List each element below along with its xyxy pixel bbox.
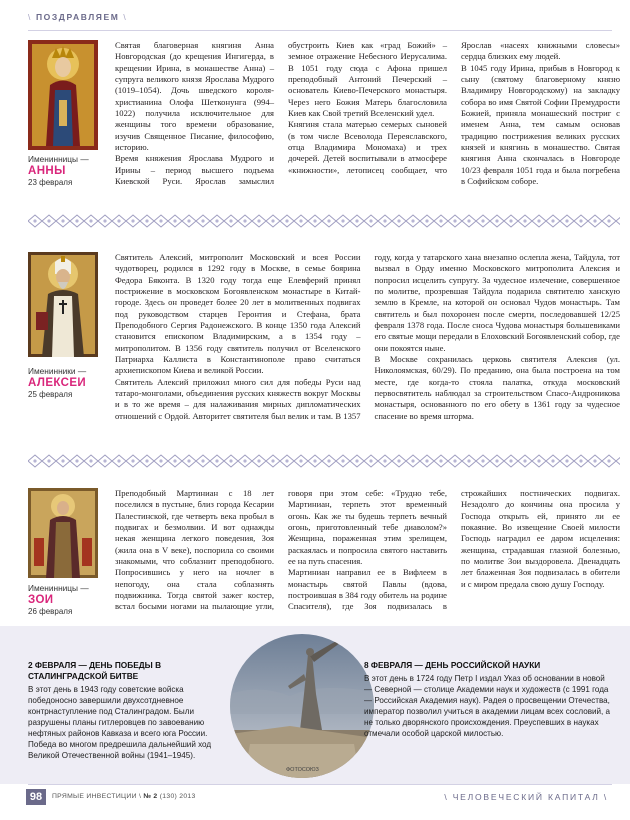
article-paragraph: Княгиня стала матерью семерых сыновей (в том числе Всеволода Переяславского, отца Владимира Мономаха) и трех дочерей. Детей воспитывали в атмосфере «книжности», летописец сообщает, что Ярослав «насеях книжными словесы» сердца близких ему людей. bbox=[288, 40, 620, 175]
stalingrad-text: В этот день в 1943 году советские войска победоносно завершили двухсотдневное контрнаступление под Сталинградом. Были разрушены планы гитлеровцев по завоеванию нефтяных районов Кавказа и всего юга России. Победа во многом предрешила дальнейший ход Великой Отечественной войны (1941–1945). bbox=[28, 685, 212, 761]
issue-number: № 2 bbox=[143, 793, 158, 800]
nameday-label: Именинницы — bbox=[28, 583, 89, 593]
nameday-date: 23 февраля bbox=[28, 178, 73, 187]
aleksei-sidebar bbox=[28, 366, 86, 399]
anna-article bbox=[115, 40, 620, 208]
zoya-icon-image bbox=[28, 488, 98, 578]
header-divider bbox=[28, 30, 612, 31]
issue-year: (130) 2013 bbox=[159, 793, 196, 800]
anna-icon-image bbox=[28, 40, 98, 150]
rubric-title: ПОЗДРАВЛЯЕМ bbox=[35, 12, 120, 22]
article-paragraph: Время княжения Ярослава Мудрого и Ирины – период высшего подъема Киевской Руси. Ярослав замыслил обустроить Киев как «град Божий» – земное отражение Небесного Иерусалима. В 1051 году сюда с Афона пришел преподобный Антоний Печерский – основатель Киево-Печерского монастыря. Через него Божия Матерь благословила Киев как Свой третий Вселенский удел. bbox=[115, 40, 447, 187]
article-paragraph: В 1045 году Ирина, прибыв в Новгород к сыну (святому благоверному князю Владимиру Новгородскому) на закладку собора во имя Святой Софии Премудрости Божией, приняла монашеский постриг с именем Анна, тем самым основав традицию пострижения великих русских князей и княгинь в монашество. Святая княгиня Анна скончалась в Новгороде 10/23 февраля 1051 года и была погребена в Софийском соборе. bbox=[461, 62, 620, 187]
nameday-name: АЛЕКСЕИ bbox=[28, 377, 87, 389]
magazine-name: ПРЯМЫЕ ИНВЕСТИЦИИ bbox=[52, 793, 137, 800]
article-paragraph: Преподобный Мартиниан с 18 лет поселился в пустыне, близ города Кесарии Палестинской, где четверть века пробыл в подвигах и безмолвии. И вот однажды некая женщина легкого поведения, Зоя (жила она в V веке), поспорила со своими знакомыми, что соблазнит преподобного. Попросившись у него на ночлег в непогоду, она стала соблазнять подвижника. Тогда святой зажег костер, встал босыми ногами на пылающие угли, говоря при этом себе: «Трудно тебе, Мартиниан, терпеть этот временный огонь. Как же ты будешь терпеть вечный огонь, приготовленный тебе диаволом?» Женщина, пораженная этим зрелищем, раскаялась и попросила святого наставить ее на путь спасения. bbox=[115, 488, 447, 612]
stalingrad-block bbox=[28, 660, 228, 761]
science-day-text: В этот день в 1724 году Петр I издал Указ об основании в новой — Северной — столице Академии наук и художеств (с 1991 года — Российская Академия наук). Радея о просвещении Отечества, император позволил учиться в академии лицам всех сословий, а не только дворянского происхождения. Преуспевших в науках отмечали особой царской милостью. bbox=[364, 674, 611, 739]
article-paragraph: В Москве сохранилась церковь святителя Алексия (ул. Николоямская, 60/29). По преданию, она была построена на том месте, где когда-то стояла палатка, откуда московский первосвятитель наблюдал за строительством Спасо-Андрониковa монастыря, основанного по его обету в 1361 году за чудесное спасение во время шторма. bbox=[374, 354, 620, 421]
nameday-name: АННЫ bbox=[28, 165, 66, 177]
footer-rubric-title: ЧЕЛОВЕЧЕСКИЙ КАПИТАЛ bbox=[452, 792, 600, 802]
stalingrad-title: 2 ФЕВРАЛЯ — ДЕНЬ ПОБЕДЫ В СТАЛИНГРАДСКОЙ БИТВЕ bbox=[28, 660, 162, 681]
aleksei-icon-image bbox=[28, 252, 98, 357]
photo-credit: ФОТОСОЮЗ bbox=[286, 767, 319, 773]
nameday-date: 25 февраля bbox=[28, 390, 73, 399]
nameday-date: 26 февраля bbox=[28, 607, 73, 616]
footer-rubric: \ ЧЕЛОВЕЧЕСКИЙ КАПИТАЛ \ bbox=[444, 792, 608, 802]
section-aleksei bbox=[28, 252, 620, 452]
ornamental-divider bbox=[28, 454, 620, 468]
nameday-label: Именинники — bbox=[28, 366, 87, 376]
rubric-header: \ ПОЗДРАВЛЯЕМ \ bbox=[28, 12, 128, 22]
aleksei-article bbox=[115, 252, 620, 446]
zoya-sidebar bbox=[28, 583, 89, 616]
article-paragraph: Мартиниан направил ее в Вифлеем в монастырь святой Павлы (вдова, построившая в 384 году обитель на родине Спасителя), где Зоя подвизалась в строжайших постнических подвигах. Незадолго до кончины она просила у Господа открыть ей, принято ли ее покаяние. Во извещение Своей милости Господь наградил ее даром исцеления: женщина, страдавшая глазной болезнью, по молитве Зои выздоровела. Двенадцать лет блаженная Зоя подвизалась в обители и с миром предала свою душу Господу. bbox=[288, 488, 620, 612]
nameday-name: ЗОИ bbox=[28, 594, 54, 606]
science-day-block bbox=[364, 660, 614, 739]
ornamental-divider bbox=[28, 214, 620, 228]
article-paragraph: Святитель Алексий, митрополит Московский и всея России чудотворец, родился в 1292 году в Москве, в семье боярина Федора Бяконта. В 1320 году тогда еще Елевферий принял пострижение в московском Богоявленском монастыре в Китай-городе. Здесь он проведет более 20 лет в молитвенных подвигах под руководством старцев Геронтия и Стефана, брата Преподобного Сергия Радонежского. В конце 1350 года Алексий становится епископом Владимирским, а в 1354 году – митрополитом. В 1356 году святитель получил от Вселенского Патриарха Каллиста в Константинополе право считаться архиепископом Киева и великой России. bbox=[115, 252, 361, 376]
science-day-title: 8 ФЕВРАЛЯ — ДЕНЬ РОССИЙСКОЙ НАУКИ bbox=[364, 660, 541, 670]
page-number: 98 bbox=[26, 789, 46, 805]
magazine-info: ПРЯМЫЕ ИНВЕСТИЦИИ \ № 2 (130) 2013 bbox=[52, 793, 196, 800]
motherland-statue-photo bbox=[230, 634, 374, 778]
section-anna bbox=[28, 40, 620, 212]
anna-sidebar bbox=[28, 154, 89, 187]
article-paragraph: Святитель Алексий приложил много сил для победы Руси над татаро-монголами, объединения русских княжеств вокруг Москвы и в то же время – для налаживания мирных дипломатических отношений с Ордой. Авторитет святителя был велик и там. В 1357 году, когда у татарского хана внезапно ослепла жена, Тайдула, тот вызвал в Орду именно Московского митрополита Алексия и попросил исцелить супругу. За чудесное излечение, совершенное по молитве, прозревшая Тайдула подарила святителю ханскую землю в Кремле, на которой он основал Чудов монастырь. Там святитель и был похоронен после смерти, последовавшей 12/25 февраля 1378 года. После сноса Чудова монастыря большевиками его святые мощи передали в Елоховский Богоявленский собор, где они покоятся ныне. bbox=[115, 252, 620, 421]
nameday-label: Именинницы — bbox=[28, 154, 89, 164]
footer-divider bbox=[28, 784, 612, 785]
zoya-article bbox=[115, 488, 620, 614]
article-paragraph: Святая благоверная княгиня Анна Новгородская (до крещения Ингигерда, в крещении Ирина, в монашестве Анна) – супруга великого князя Ярослава Мудрого (1019–1054). Дочь шведского короля-христианина Олофа Шетконунга (994–1022) получила исключительное для женщины того времени образование, изучив Священное Писание, философию, историю. bbox=[115, 40, 274, 153]
section-zoya bbox=[28, 488, 620, 618]
